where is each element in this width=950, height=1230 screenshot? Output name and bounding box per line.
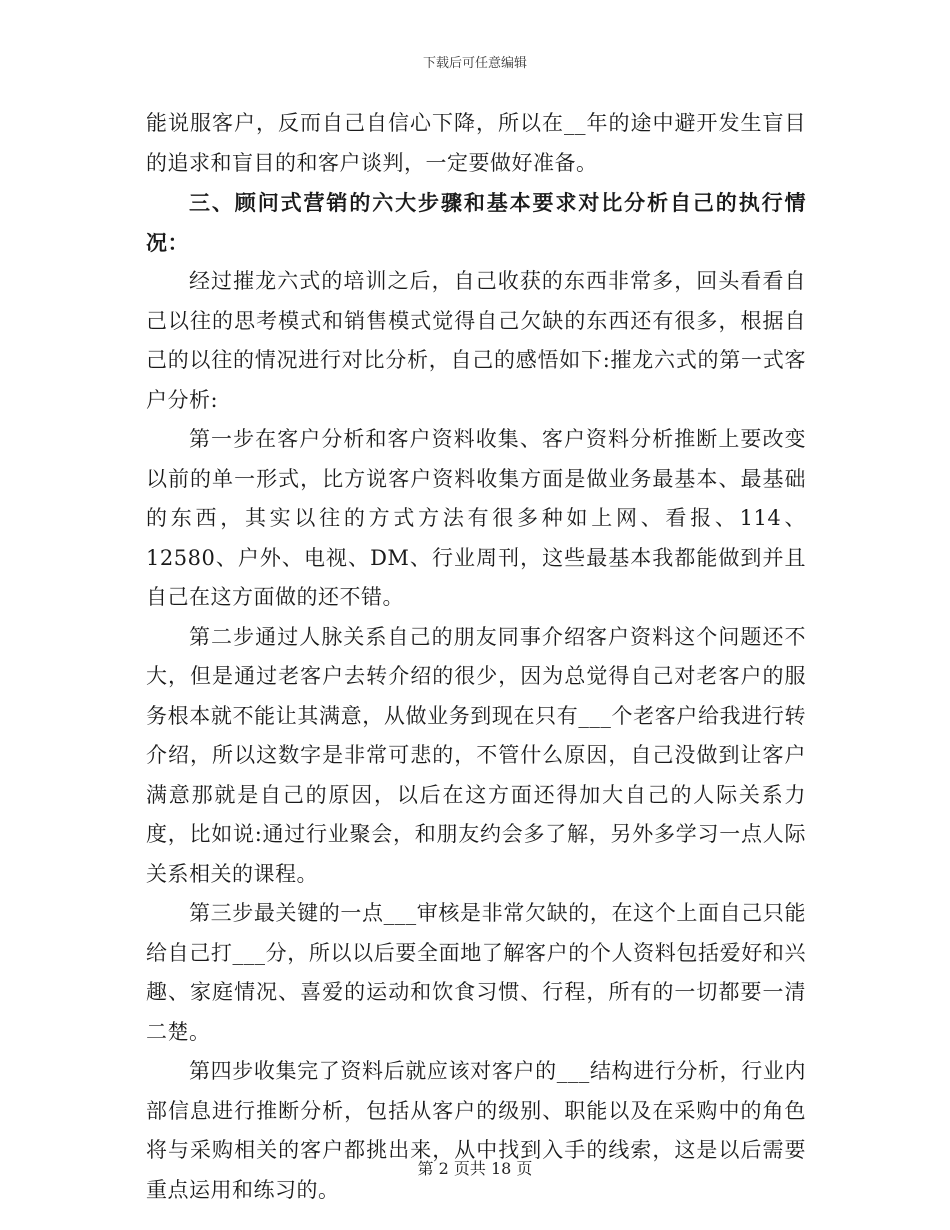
page-header: 下载后可任意编辑 <box>422 56 527 71</box>
paragraph-step-3: 第三步最关键的一点___审核是非常欠缺的，在这个上面自己只能给自己打___分，所以以后要全面地了解客户的个人资料包括爱好和兴趣、家庭情况、喜爱的运动和饮食习惯、行程，所有的一切都要一清二楚。 <box>146 901 806 1044</box>
page-footer: 第 2 页共 18 页 <box>417 1159 533 1178</box>
paragraph-continuation: 能说服客户，反而自己自信心下降，所以在__年的途中避开发生盲目的追求和盲目的和客户谈判，一定要做好准备。 <box>146 111 806 175</box>
paragraph-intro: 经过摧龙六式的培训之后，自己收获的东西非常多，回头看看自己以往的思考模式和销售模式觉得自己欠缺的东西还有很多，根据自己的以往的情况进行对比分析，自己的感悟如下:摧龙六式的第一式客户分析: <box>146 269 806 412</box>
paragraph-step-1: 第一步在客户分析和客户资料收集、客户资料分析推断上要改变以前的单一形式，比方说客户资料收集方面是做业务最基本、最基础的东西，其实以往的方式方法有很多种如上网、看报、114、12580、户外、电视、DM、行业周刊，这些最基本我都能做到并且自己在这方面做的还不错。 <box>146 427 806 609</box>
document-body <box>146 104 806 1210</box>
section-heading: 三、顾问式营销的六大步骤和基本要求对比分析自己的执行情况： <box>146 190 806 255</box>
paragraph-step-2: 第二步通过人脉关系自己的朋友同事介绍客户资料这个问题还不大，但是通过老客户去转介绍的很少，因为总觉得自己对老客户的服务根本就不能让其满意，从做业务到现在只有___个老客户给我进行转介绍，所以这数字是非常可悲的，不管什么原因，自己没做到让客户满意那就是自己的原因，以后在这方面还得加大自己的人际关系力度，比如说:通过行业聚会，和朋友约会多了解，另外多学习一点人际关系相关的课程。 <box>146 624 806 886</box>
paragraph-step-4: 第四步收集完了资料后就应该对客户的___结构进行分析，行业内部信息进行推断分析，包括从客户的级别、职能以及在采购中的角色将与采购相关的客户都挑出来，从中找到入手的线索，这是以后需要重点运用和练习的。 <box>146 1059 806 1202</box>
